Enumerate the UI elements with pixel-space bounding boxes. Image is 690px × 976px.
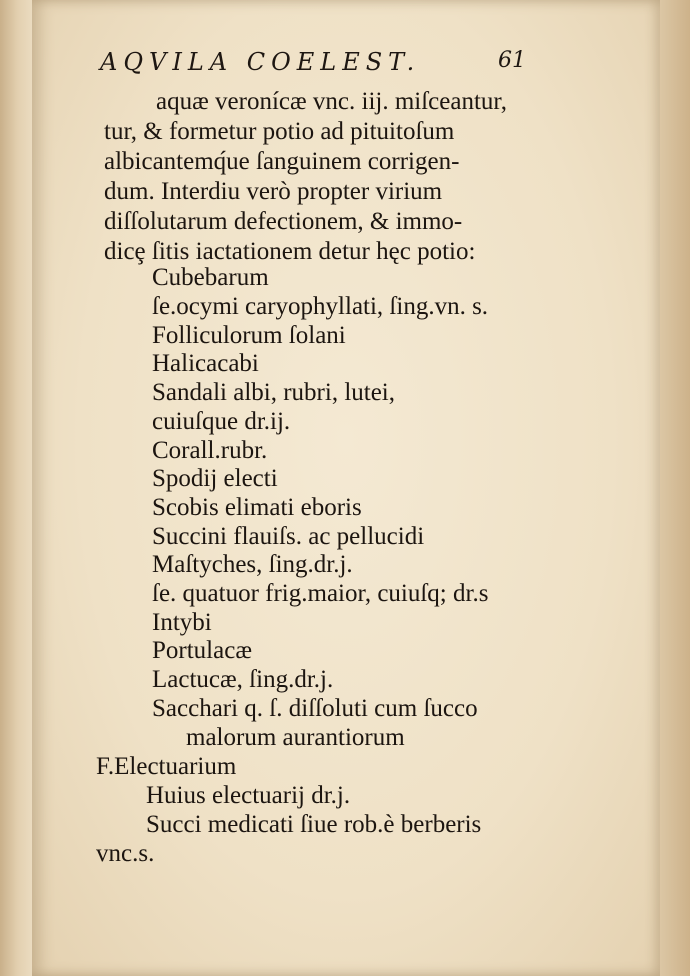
body-line: aquæ veronícæ vnc. iij. miſceantur, xyxy=(156,88,507,115)
recipe-line: Corall.rubr. xyxy=(152,437,268,464)
recipe-line: Succini flauiſs. ac pellucidi xyxy=(152,523,425,550)
recipe-line: Spodij electi xyxy=(152,465,278,492)
recipe-line: Portulacæ xyxy=(152,637,252,664)
body-line: dicȩ ſitis iactationem detur hęc potio: xyxy=(104,238,476,265)
recipe-line: cuiuſque dr.ij. xyxy=(152,408,291,435)
recipe-line: Lactucæ, ſing.dr.j. xyxy=(152,666,334,693)
recipe-line: Intybi xyxy=(152,609,212,636)
body-line: dum. Interdiu verò propter virium xyxy=(104,178,443,205)
body-line: tur, & formetur potio ad pituitoſum xyxy=(104,118,455,145)
recipe-line: Sacchari q. ſ. diſſoluti cum ſucco xyxy=(152,695,478,722)
recipe-line: Folliculorum ſolani xyxy=(152,322,346,349)
recipe-line: malorum aurantiorum xyxy=(186,724,405,751)
recipe-line: Cubebarum xyxy=(152,264,269,291)
closing-line: Huius electuarij dr.j. xyxy=(146,782,351,809)
page-number: 61 xyxy=(498,48,526,73)
closing-line: Succi medicati ſiue rob.è berberis xyxy=(146,811,482,838)
recipe-line: Maſtyches, ſing.dr.j. xyxy=(152,551,353,578)
body-line: albicantemq́ue ſanguinem corrigen- xyxy=(104,148,460,175)
closing-line: vnc.s. xyxy=(96,840,155,867)
running-title: AQVILA COELEST. xyxy=(100,48,421,76)
recipe-line: ſe.ocymi caryophyllati, ſing.vn. s. xyxy=(152,293,489,320)
recipe-line: Halicacabi xyxy=(152,350,259,377)
body-line: diſſolutarum defectionem, & immo- xyxy=(104,208,463,235)
recipe-line: Sandali albi, rubri, lutei, xyxy=(152,379,396,406)
closing-line: F.Electuarium xyxy=(96,753,237,780)
recipe-line: Scobis elimati eboris xyxy=(152,494,362,521)
recipe-line: ſe. quatuor frig.maior, cuiuſq; dr.s xyxy=(152,580,489,607)
